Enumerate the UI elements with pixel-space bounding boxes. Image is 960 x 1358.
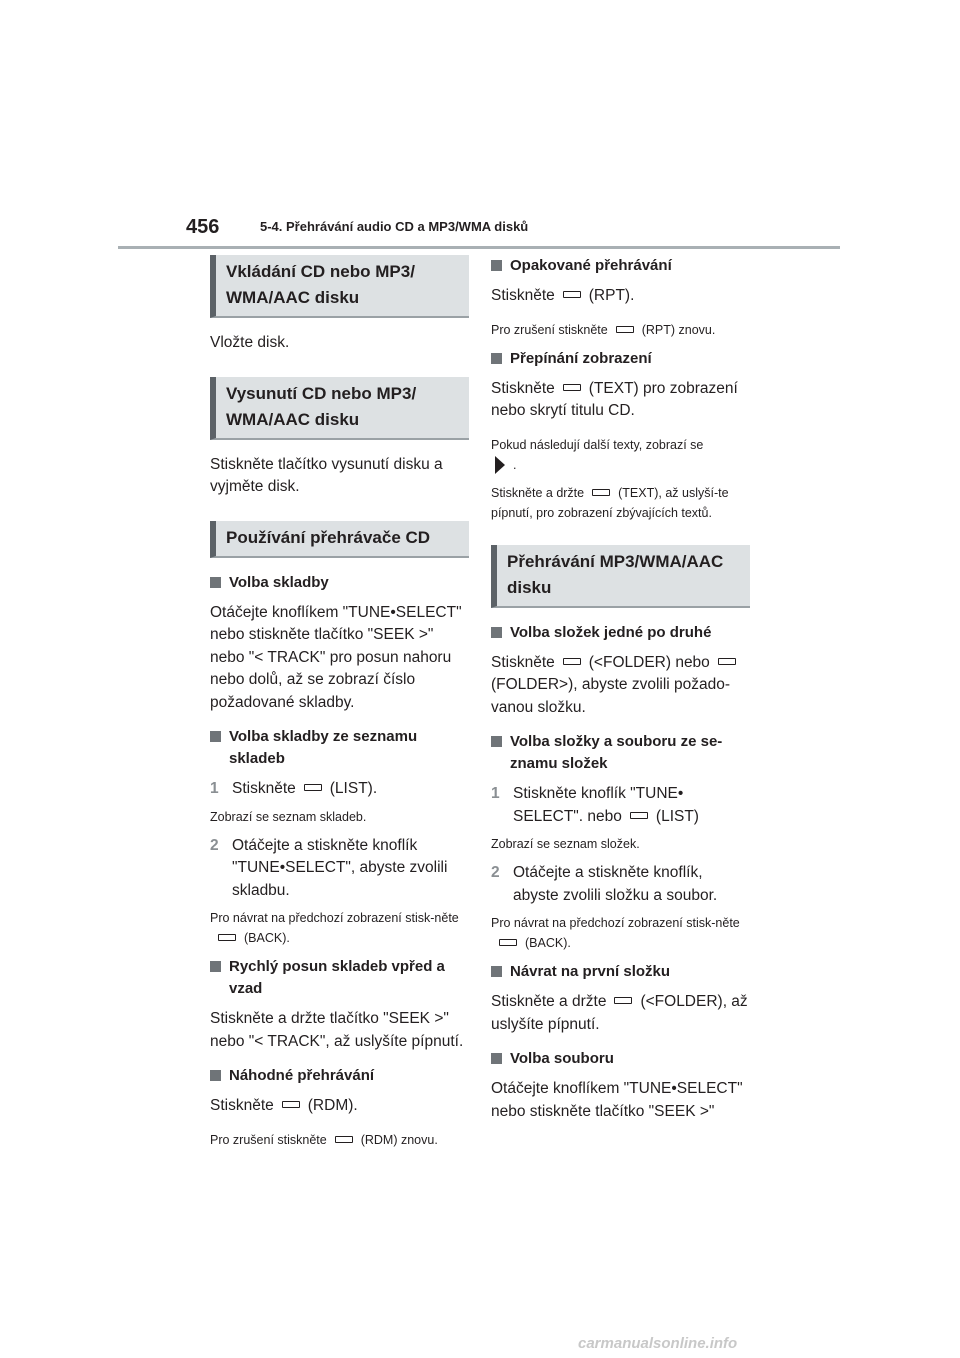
display-note-1: Pokud následují další texty, zobrazí se . <box>491 435 751 475</box>
square-bullet-icon <box>491 627 502 638</box>
track-list-step-2: 2 Otáčejte a stiskněte knoflík "TUNE•SELECT", abyste zvolili skladbu. <box>210 836 448 899</box>
display-note-2: Stiskněte a držte (TEXT), až uslyší-te pípnutí, pro zobrazení zbývajících textů. <box>491 485 729 520</box>
button-icon <box>218 934 236 941</box>
arrow-right-icon <box>495 456 505 474</box>
eject-text: Stiskněte tlačítko vysunutí disku a vyjměte disk. <box>210 455 443 495</box>
folder-list-note-1: Zobrazí se seznam složek. <box>491 837 640 851</box>
square-bullet-icon <box>491 736 502 747</box>
folders-text: Stiskněte (<FOLDER) nebo(FOLDER>), abyste zvolili požado-vanou složku. <box>491 652 751 720</box>
repeat-note: Pro zrušení stiskněte (RPT) znovu. <box>491 322 716 337</box>
subheading-fast: Rychlý posun skladeb vpřed a vzad <box>210 956 470 1000</box>
square-bullet-icon <box>491 966 502 977</box>
subheading-random: Náhodné přehrávání <box>210 1065 470 1087</box>
page-header <box>118 210 840 249</box>
button-icon <box>335 1136 353 1143</box>
button-icon <box>563 291 581 298</box>
subheading-display: Přepínání zobrazení <box>491 348 751 370</box>
square-bullet-icon <box>210 961 221 972</box>
display-text: Stiskněte (TEXT) pro zobrazení nebo skrytí titulu CD. <box>491 379 738 419</box>
button-icon <box>614 997 632 1004</box>
track-select-text: Otáčejte knoflíkem "TUNE•SELECT" nebo stiskněte tlačítko "SEEK >" nebo "< TRACK" pro posun nahoru nebo dolů, až se zobrazí číslo požadované skladby. <box>210 603 462 711</box>
right-column <box>491 255 751 1135</box>
button-icon <box>616 326 634 333</box>
square-bullet-icon <box>210 731 221 742</box>
folder-list-step-2: 2 Otáčejte a stiskněte knoflík, abyste zvolili složku a soubor. <box>491 864 718 904</box>
square-bullet-icon <box>210 577 221 588</box>
square-bullet-icon <box>210 1070 221 1081</box>
random-text: Stiskněte (RDM). <box>210 1097 358 1114</box>
button-icon <box>630 812 648 819</box>
track-list-note-1: Zobrazí se seznam skladeb. <box>210 809 367 824</box>
button-icon <box>563 658 581 665</box>
fast-text: Stiskněte a držte tlačítko "SEEK >" nebo "< TRACK", až uslyšíte pípnutí. <box>210 1010 464 1050</box>
left-column <box>210 255 470 1158</box>
repeat-text: Stiskněte (RPT). <box>491 287 635 304</box>
button-icon <box>499 939 517 946</box>
watermark: carmanualsonline.info <box>578 1335 738 1352</box>
section-title-eject: Vysunutí CD nebo MP3/ WMA/AAC disku <box>210 377 469 440</box>
random-note: Pro zrušení stiskněte (RDM) znovu. <box>210 1132 438 1147</box>
track-list-step-1: 1 Stiskněte (LIST). <box>210 780 378 797</box>
subheading-first-folder: Návrat na první složku <box>491 961 751 983</box>
subheading-track-select: Volba skladby <box>210 572 470 594</box>
button-icon <box>592 489 610 496</box>
section-title-mp3: Přehrávání MP3/WMA/AAC disku <box>491 545 750 608</box>
button-icon <box>718 658 736 665</box>
subheading-track-list: Volba skladby ze seznamu skladeb <box>210 726 470 770</box>
subheading-file-select: Volba souboru <box>491 1048 751 1070</box>
insert-text: Vložte disk. <box>210 334 290 351</box>
page-number: 456 <box>186 216 220 238</box>
subheading-folders: Volba složek jedné po druhé <box>491 622 751 644</box>
square-bullet-icon <box>491 353 502 364</box>
folder-list-note-2: Pro návrat na předchozí zobrazení stisk-něte(BACK). <box>491 916 740 950</box>
button-icon <box>282 1101 300 1108</box>
subheading-folder-list: Volba složky a souboru ze se-znamu složek <box>491 731 751 775</box>
section-title-insert: Vkládání CD nebo MP3/ WMA/AAC disku <box>210 255 469 318</box>
track-list-note-2: Pro návrat na předchozí zobrazení stisk-něte(BACK). <box>210 911 459 945</box>
folder-list-step-1: 1 Stiskněte knoflík "TUNE• SELECT". nebo (LIST) <box>491 785 699 825</box>
section-title-player: Používání přehrávače CD <box>210 521 469 558</box>
button-icon <box>304 784 322 791</box>
first-folder-text: Stiskněte a držte (<FOLDER), až uslyšíte pípnutí. <box>491 993 748 1033</box>
file-select-text: Otáčejte knoflíkem "TUNE•SELECT" nebo stiskněte tlačítko "SEEK >" <box>491 1080 743 1120</box>
square-bullet-icon <box>491 260 502 271</box>
chapter-title: 5-4. Přehrávání audio CD a MP3/WMA disků <box>260 219 529 234</box>
subheading-repeat: Opakované přehrávání <box>491 255 751 277</box>
square-bullet-icon <box>491 1053 502 1064</box>
button-icon <box>563 384 581 391</box>
